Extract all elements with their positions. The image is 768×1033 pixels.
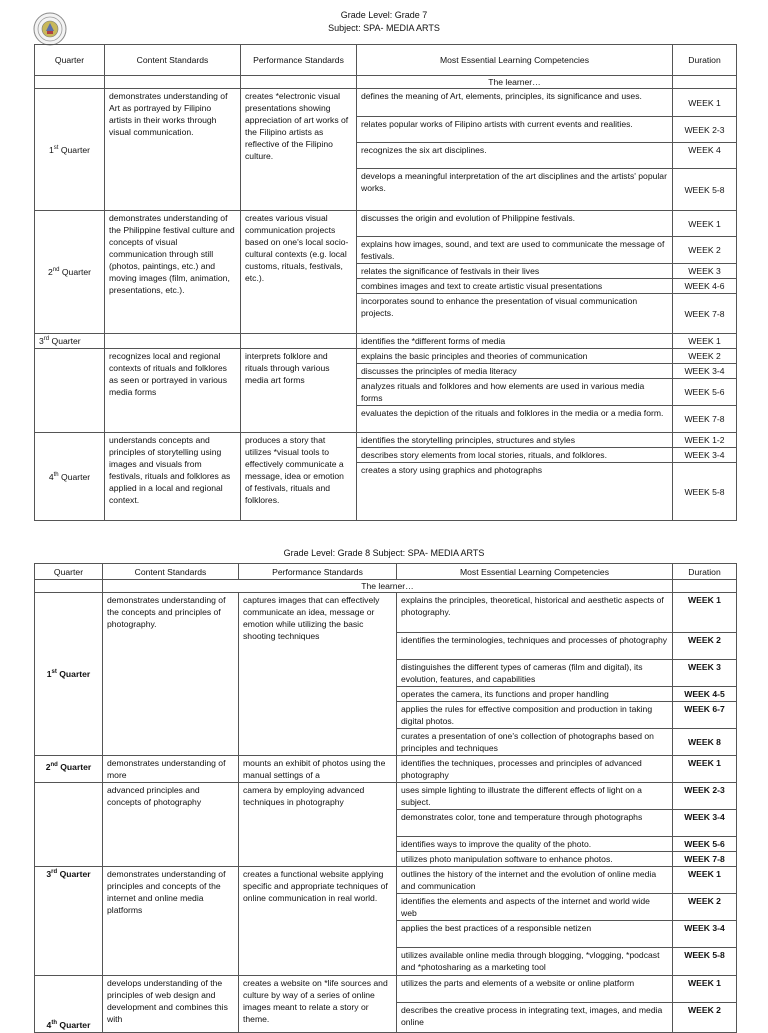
competency: identifies the elements and aspects of the internet and world wide web [397, 894, 673, 921]
table-row [35, 783, 737, 810]
table-row [35, 211, 737, 237]
duration: WEEK 2-3 [673, 783, 737, 810]
competency: utilizes photo manipulation software to enhance photos. [397, 852, 673, 867]
competency: applies the rules for effective composition and production in taking digital photos. [397, 702, 673, 729]
duration: WEEK 3-4 [673, 810, 737, 837]
grade8-title: Grade Level: Grade 8 Subject: SPA- MEDIA ARTS [283, 548, 485, 558]
table-row [35, 89, 737, 117]
duration: WEEK 7-8 [673, 294, 737, 334]
duration: WEEK 5-8 [673, 169, 737, 211]
content-standard: demonstrates understanding of the concepts and principles of photography. [103, 593, 239, 756]
duration: WEEK 8 [673, 729, 737, 756]
col-quarter: Quarter [35, 45, 105, 76]
competency: identifies the techniques, processes and principles of advanced photography [397, 756, 673, 783]
content-standard: demonstrates understanding of the Philippine festival culture and concepts of visual communication through still (photos, paintings, etc.) and moving images (film, animation, presentations, etc.). [105, 211, 241, 334]
duration: WEEK 4-6 [673, 279, 737, 294]
grade8-header [0, 547, 768, 560]
competency: analyzes rituals and folklores and how elements are used in various media forms [357, 379, 673, 406]
duration: WEEK 5-6 [673, 837, 737, 852]
competency: combines images and text to create artistic visual presentations [357, 279, 673, 294]
table-row [35, 593, 737, 633]
competency: curates a presentation of one's collection of photographs based on principles and techniques [397, 729, 673, 756]
competency: explains the basic principles and theories of communication [357, 349, 673, 364]
grade7-grade-level: Grade Level: Grade 7 [340, 10, 428, 20]
duration: WEEK 7-8 [673, 406, 737, 433]
duration: WEEK 1 [673, 976, 737, 1003]
competency: operates the camera, its functions and proper handling [397, 687, 673, 702]
table-row [35, 433, 737, 448]
competency: evaluates the depiction of the rituals and folklores in the media or a media form. [357, 406, 673, 433]
table-row [35, 334, 737, 349]
duration: WEEK 3 [673, 264, 737, 279]
duration: WEEK 4-5 [673, 687, 737, 702]
duration: WEEK 1 [673, 867, 737, 894]
duration: WEEK 5-8 [673, 463, 737, 521]
table-row [35, 756, 737, 783]
duration: WEEK 1 [673, 89, 737, 117]
col-content-standards: Content Standards [105, 45, 241, 76]
performance-standard: creates *electronic visual presentations showing appreciation of art works of the Filipino artists as reflective of the Filipino culture. [241, 89, 357, 211]
learner-row [35, 580, 737, 593]
performance-standard: creates various visual communication projects based on one's local socio-cultural contexts (e.g. local customs, rituals, festivals, etc.). [241, 211, 357, 334]
competency: develops a meaningful interpretation of the art disciplines and the artists' popular works. [357, 169, 673, 211]
header-row [35, 45, 737, 76]
competency: utilizes available online media through blogging, *vlogging, *podcast and *photosharing as a marketing tool [397, 948, 673, 976]
competency: distinguishes the different types of cameras (film and digital), its evolution, features, and capabilities [397, 660, 673, 687]
grade8-table [34, 563, 737, 1033]
duration: WEEK 6-7 [673, 702, 737, 729]
content-standard: develops understanding of the principles of web design and development and combines this with [103, 976, 239, 1033]
duration: WEEK 3-4 [673, 921, 737, 948]
competency: applies the best practices of a responsible netizen [397, 921, 673, 948]
quarter-cell: 1st Quarter [35, 89, 105, 211]
competency: relates the significance of festivals in their lives [357, 264, 673, 279]
duration: WEEK 5-8 [673, 948, 737, 976]
col-performance-standards: Performance Standards [239, 564, 397, 580]
content-standard: understands concepts and principles of storytelling using images and visuals from festivals, rituals and folklores as applied in a local and regional context. [105, 433, 241, 521]
table-row [35, 867, 737, 894]
col-performance-standards: Performance Standards [241, 45, 357, 76]
duration: WEEK 5-6 [673, 379, 737, 406]
competency: utilizes the parts and elements of a website or online platform [397, 976, 673, 1003]
col-quarter: Quarter [35, 564, 103, 580]
duration: WEEK 2 [673, 894, 737, 921]
quarter-cell: 3rd Quarter [35, 334, 105, 349]
competency: discusses the principles of media literacy [357, 364, 673, 379]
table-row [35, 976, 737, 1003]
duration: WEEK 1-2 [673, 433, 737, 448]
col-competencies: Most Essential Learning Competencies [357, 45, 673, 76]
competency: defines the meaning of Art, elements, principles, its significance and uses. [357, 89, 673, 117]
duration: WEEK 3-4 [673, 364, 737, 379]
grade7-header [0, 9, 768, 35]
learner-label: The learner… [103, 580, 673, 593]
duration: WEEK 2 [673, 237, 737, 264]
competency: uses simple lighting to illustrate the different effects of light on a subject. [397, 783, 673, 810]
competency: demonstrates color, tone and temperature through photographs [397, 810, 673, 837]
quarter-cell: 4th Quarter [35, 976, 103, 1033]
competency: identifies the terminologies, techniques and processes of photography [397, 633, 673, 660]
performance-standard: produces a story that utilizes *visual tools to effectively communicate a message, idea or emotion of festivals, rituals and folklores. [241, 433, 357, 521]
col-duration: Duration [673, 564, 737, 580]
performance-standard: interprets folklore and rituals through various media art forms [241, 349, 357, 433]
performance-standard: captures images that can effectively communicate an idea, message or emotion while utilizing the basic shooting techniques [239, 593, 397, 756]
table-row [35, 349, 737, 364]
competency: identifies the *different forms of media [357, 334, 673, 349]
duration: WEEK 2 [673, 633, 737, 660]
col-duration: Duration [673, 45, 737, 76]
competency: explains the principles, theoretical, historical and aesthetic aspects of photography. [397, 593, 673, 633]
competency: identifies ways to improve the quality of the photo. [397, 837, 673, 852]
duration: WEEK 7-8 [673, 852, 737, 867]
content-standard: recognizes local and regional contexts of rituals and folklores as seen or portrayed in various media forms [105, 349, 241, 433]
duration: WEEK 4 [673, 143, 737, 169]
duration: WEEK 1 [673, 756, 737, 783]
duration: WEEK 2 [673, 1003, 737, 1033]
competency: describes story elements from local stories, rituals, and folklores. [357, 448, 673, 463]
performance-standard-continued: camera by employing advanced techniques in photography [239, 783, 397, 867]
competency: recognizes the six art disciplines. [357, 143, 673, 169]
learner-row [35, 76, 737, 89]
col-content-standards: Content Standards [103, 564, 239, 580]
duration: WEEK 1 [673, 334, 737, 349]
duration: WEEK 1 [673, 211, 737, 237]
competency: creates a story using graphics and photographs [357, 463, 673, 521]
quarter-cell: 3rd Quarter [35, 867, 103, 976]
duration: WEEK 1 [673, 593, 737, 633]
grade7-table [34, 44, 737, 521]
performance-standard: creates a website on *life sources and culture by way of a series of online images meant to relate a story or theme. [239, 976, 397, 1033]
quarter-cell: 2nd Quarter [35, 756, 103, 783]
competency: incorporates sound to enhance the presentation of visual communication projects. [357, 294, 673, 334]
duration: WEEK 3-4 [673, 448, 737, 463]
learner-label: The learner… [357, 76, 673, 89]
performance-standard: creates a functional website applying specific and appropriate techniques of online communication in real world. [239, 867, 397, 976]
competency: identifies the storytelling principles, structures and styles [357, 433, 673, 448]
quarter-cell: 4th Quarter [35, 433, 105, 521]
content-standard-continued: advanced principles and concepts of photography [103, 783, 239, 867]
header-row [35, 564, 737, 580]
duration: WEEK 2-3 [673, 117, 737, 143]
quarter-cell: 1st Quarter [35, 593, 103, 756]
duration: WEEK 3 [673, 660, 737, 687]
performance-standard: mounts an exhibit of photos using the manual settings of a [239, 756, 397, 783]
competency: describes the creative process in integrating text, images, and media online [397, 1003, 673, 1033]
competency: explains how images, sound, and text are used to communicate the message of festivals. [357, 237, 673, 264]
content-standard: demonstrates understanding of Art as portrayed by Filipino artists in their works through visual communication. [105, 89, 241, 211]
content-standard: demonstrates understanding of principles and concepts of the internet and online media platforms [103, 867, 239, 976]
competency: outlines the history of the internet and the evolution of online media and communication [397, 867, 673, 894]
duration: WEEK 2 [673, 349, 737, 364]
quarter-cell: 2nd Quarter [35, 211, 105, 334]
grade7-subject: Subject: SPA- MEDIA ARTS [328, 23, 440, 33]
competency: discusses the origin and evolution of Philippine festivals. [357, 211, 673, 237]
content-standard: demonstrates understanding of more [103, 756, 239, 783]
col-competencies: Most Essential Learning Competencies [397, 564, 673, 580]
competency: relates popular works of Filipino artists with current events and realities. [357, 117, 673, 143]
